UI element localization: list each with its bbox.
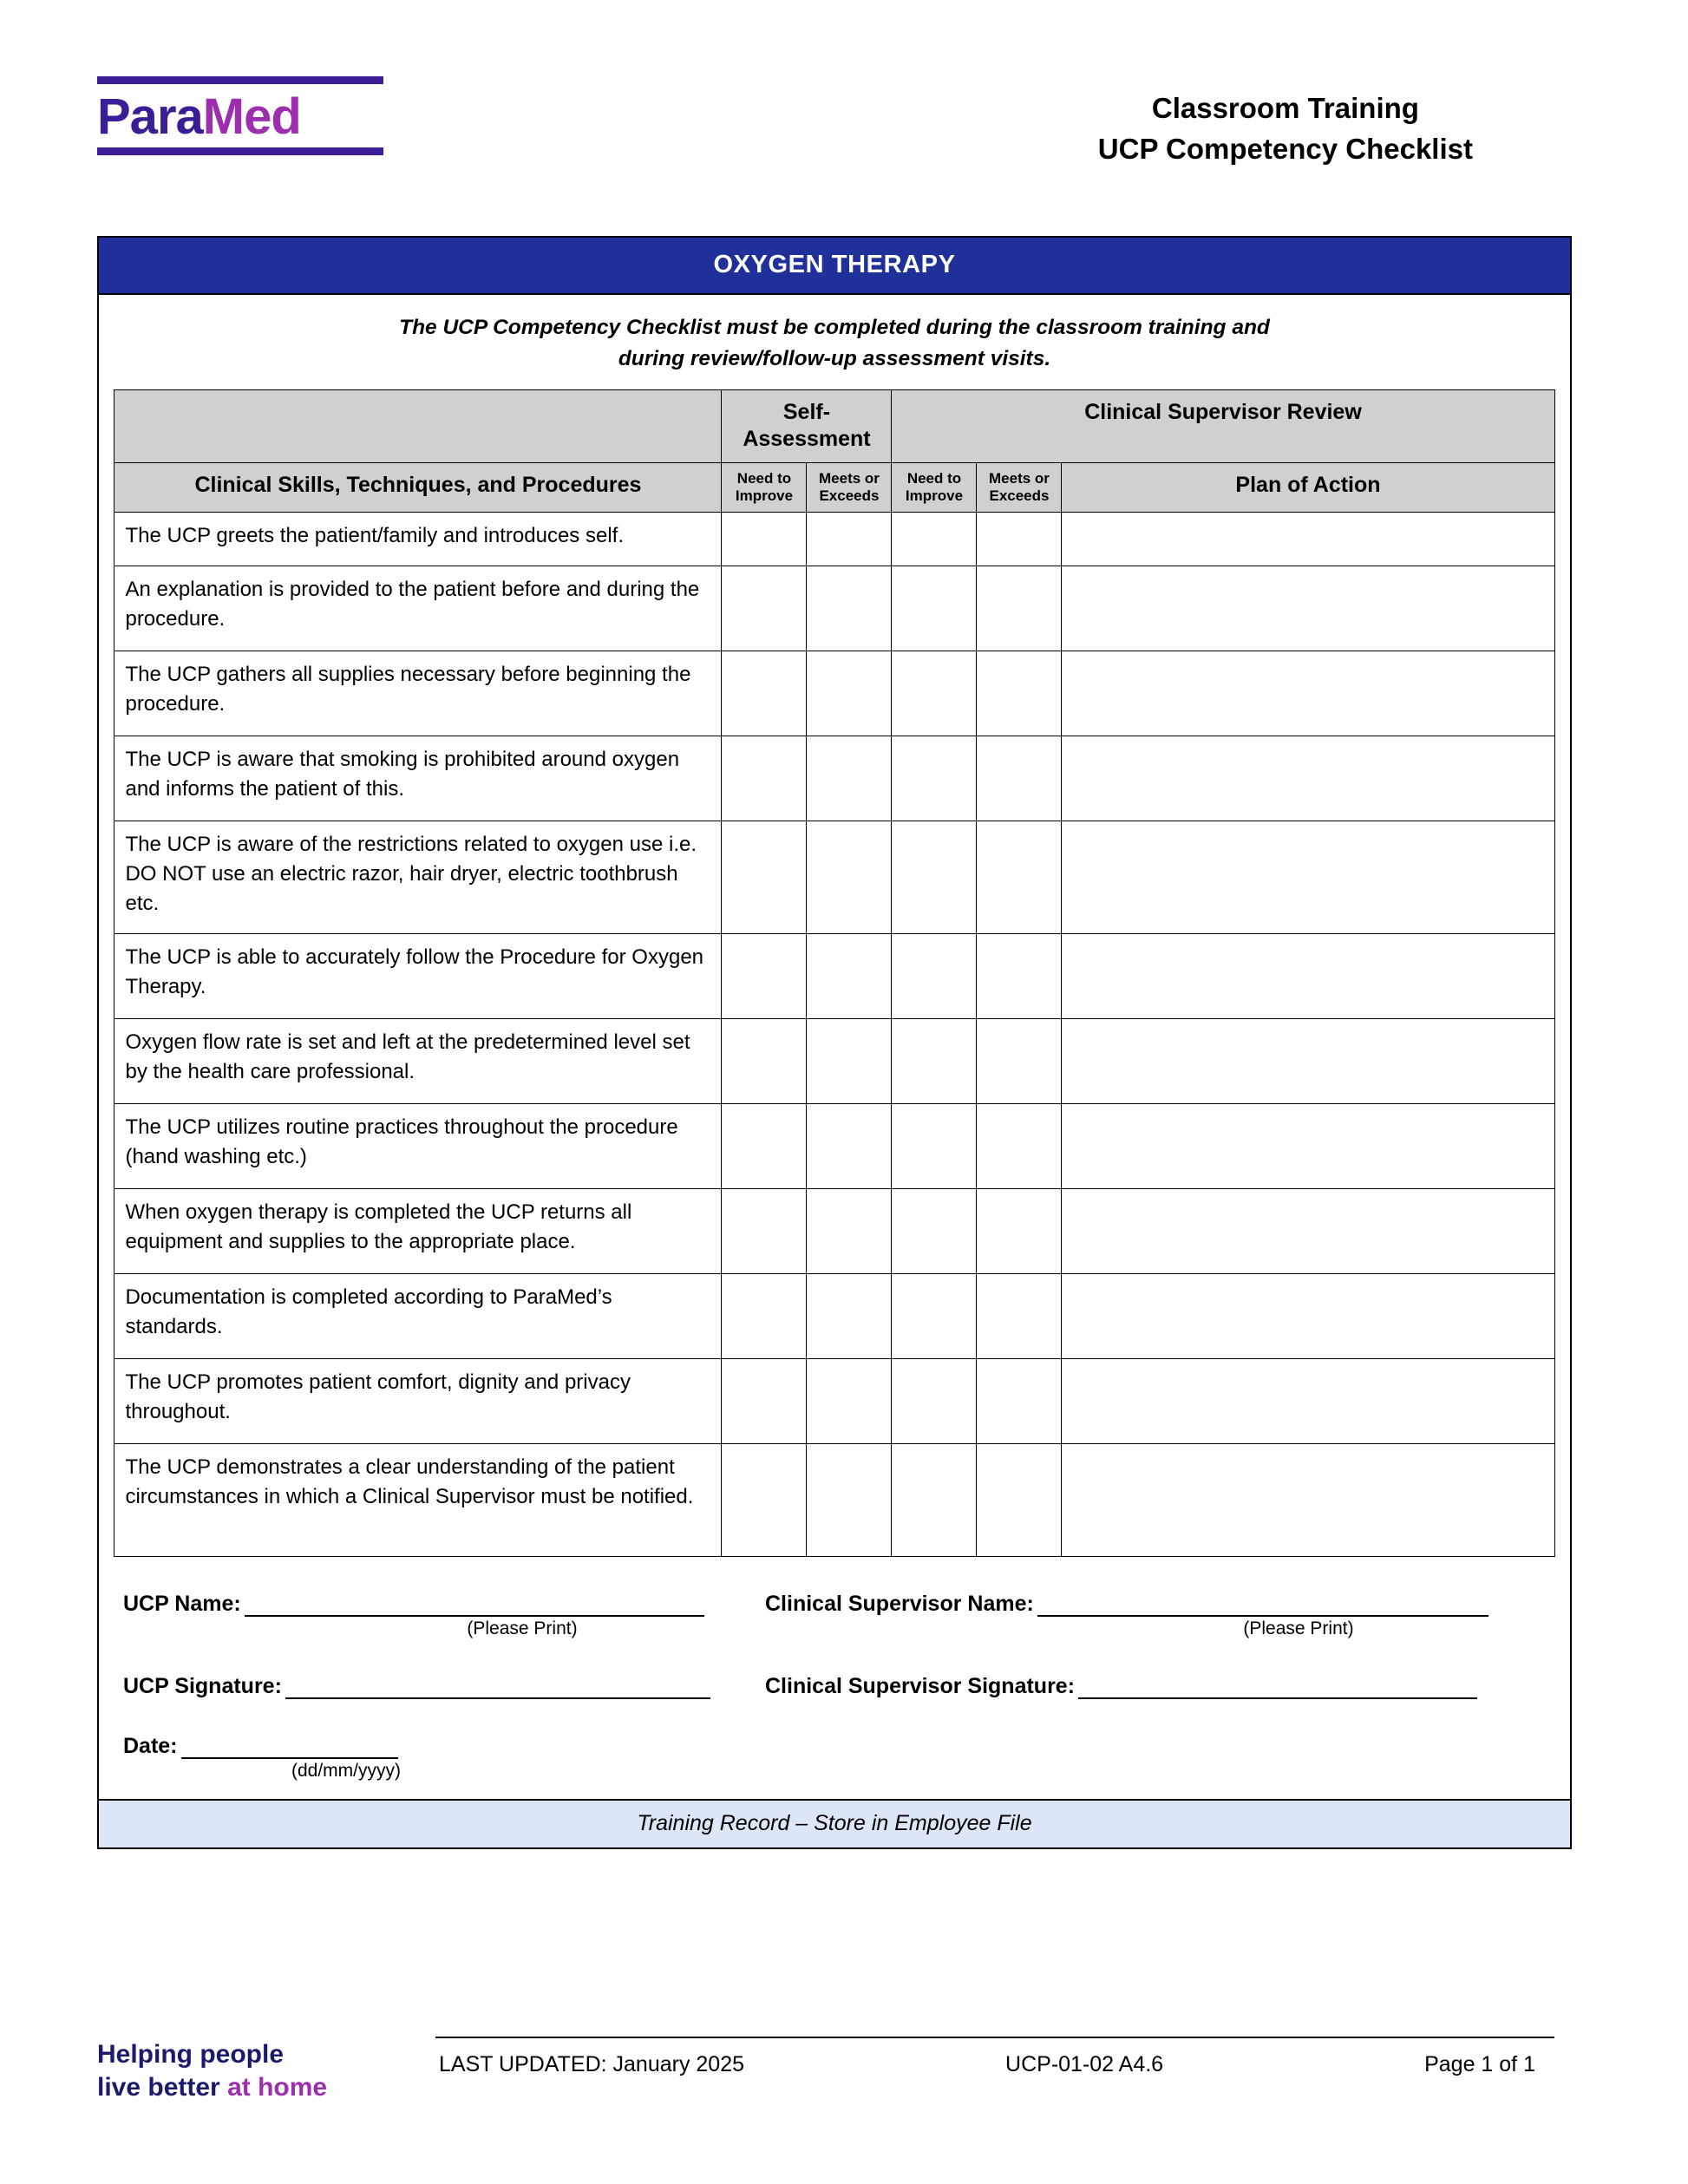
header-meets-exceeds-self-a: Meets or: [819, 469, 880, 487]
signature-spacer-2: [99, 1699, 1570, 1734]
skill-description: The UCP is able to accurately follow the Procedure for Oxygen Therapy.: [114, 934, 722, 1019]
supervisor-need-to-improve-cell[interactable]: [892, 1359, 977, 1444]
header-plan-of-action: Plan of Action: [1062, 462, 1554, 513]
supervisor-need-to-improve-cell[interactable]: [892, 1019, 977, 1104]
header-need-to-improve-supervisor-b: Improve: [905, 487, 964, 504]
supervisor-signature-field[interactable]: [1078, 1675, 1477, 1699]
self-need-to-improve-cell[interactable]: [722, 1444, 807, 1557]
header-meets-exceeds-supervisor-b: Exceeds: [989, 487, 1050, 504]
table-row: [114, 651, 1554, 736]
table-row: [114, 1189, 1554, 1274]
self-need-to-improve-cell[interactable]: [722, 1274, 807, 1359]
signature-row-signatures: [99, 1674, 1570, 1699]
intro-text: [99, 295, 1570, 389]
header-skills: Clinical Skills, Techniques, and Procedures: [114, 462, 722, 513]
supervisor-meets-or-exceeds-cell[interactable]: [977, 1359, 1062, 1444]
plan-of-action-cell[interactable]: [1062, 1444, 1554, 1557]
supervisor-meets-or-exceeds-cell[interactable]: [977, 934, 1062, 1019]
plan-of-action-cell[interactable]: [1062, 1104, 1554, 1189]
ucp-name-label: UCP Name:: [123, 1592, 241, 1617]
logo-para-text: Para: [97, 88, 203, 145]
supervisor-need-to-improve-cell[interactable]: [892, 1274, 977, 1359]
skill-description: Oxygen flow rate is set and left at the predetermined level set by the health care professional.: [114, 1019, 722, 1104]
supervisor-need-to-improve-cell[interactable]: [892, 1444, 977, 1557]
supervisor-need-to-improve-cell[interactable]: [892, 736, 977, 821]
self-need-to-improve-cell[interactable]: [722, 566, 807, 651]
supervisor-signature-label: Clinical Supervisor Signature:: [765, 1674, 1076, 1699]
skill-description: The UCP demonstrates a clear understanding of the patient circumstances in which a Clinical Supervisor must be notified.: [114, 1444, 722, 1557]
skill-description: The UCP greets the patient/family and introduces self.: [114, 513, 722, 566]
self-need-to-improve-cell[interactable]: [722, 1359, 807, 1444]
supervisor-need-to-improve-cell[interactable]: [892, 651, 977, 736]
tagline-line-2-a: live better: [97, 2073, 228, 2102]
header-meets-exceeds-self-b: Exceeds: [819, 487, 880, 504]
self-meets-or-exceeds-cell[interactable]: [807, 1104, 892, 1189]
supervisor-name-label: Clinical Supervisor Name:: [765, 1592, 1034, 1617]
self-need-to-improve-cell[interactable]: [722, 1019, 807, 1104]
title-line-1: Classroom Training: [1151, 92, 1419, 124]
intro-line-2: during review/follow-up assessment visits.: [618, 346, 1051, 370]
tagline-line-1: Helping people: [97, 2040, 285, 2069]
header-self-assessment: Self-Assessment: [722, 390, 892, 463]
table-header-row-top: [114, 390, 1554, 463]
ucp-signature-group: [123, 1674, 765, 1699]
logo-top-bar: [97, 76, 383, 84]
supervisor-meets-or-exceeds-cell[interactable]: [977, 651, 1062, 736]
plan-of-action-cell[interactable]: [1062, 934, 1554, 1019]
footer-doc-code: UCP-01-02 A4.6: [1005, 2052, 1164, 2076]
supervisor-meets-or-exceeds-cell[interactable]: [977, 513, 1062, 566]
supervisor-meets-or-exceeds-cell[interactable]: [977, 1274, 1062, 1359]
self-meets-or-exceeds-cell[interactable]: [807, 1189, 892, 1274]
self-need-to-improve-cell[interactable]: [722, 821, 807, 934]
checklist-container: [97, 236, 1572, 1849]
ucp-name-hint: (Please Print): [467, 1618, 578, 1639]
supervisor-meets-or-exceeds-cell[interactable]: [977, 1104, 1062, 1189]
table-row: [114, 1359, 1554, 1444]
page-title: [1098, 88, 1473, 170]
date-label: Date:: [123, 1734, 178, 1759]
ucp-signature-field[interactable]: [285, 1675, 710, 1699]
supervisor-name-hint: (Please Print): [1243, 1618, 1354, 1639]
tagline-line-2: [97, 2071, 427, 2104]
document-header: [0, 0, 1688, 170]
self-need-to-improve-cell[interactable]: [722, 934, 807, 1019]
tagline-line-2-b: at home: [227, 2073, 328, 2102]
signature-section: [99, 1557, 1570, 1799]
table-row: [114, 821, 1554, 934]
plan-of-action-cell[interactable]: [1062, 1359, 1554, 1444]
skill-description: The UCP utilizes routine practices throughout the procedure (hand washing etc.): [114, 1104, 722, 1189]
plan-of-action-cell[interactable]: [1062, 513, 1554, 566]
paramed-logo: [97, 76, 383, 155]
ucp-name-field[interactable]: [245, 1592, 704, 1617]
plan-of-action-cell[interactable]: [1062, 821, 1554, 934]
skill-description: The UCP promotes patient comfort, dignity and privacy throughout.: [114, 1359, 722, 1444]
ucp-signature-label: UCP Signature:: [123, 1674, 282, 1699]
supervisor-need-to-improve-cell[interactable]: [892, 934, 977, 1019]
date-group: [123, 1734, 765, 1782]
plan-of-action-cell[interactable]: [1062, 736, 1554, 821]
table-row: [114, 934, 1554, 1019]
header-need-to-improve-self-a: Need to: [736, 469, 792, 487]
supervisor-meets-or-exceeds-cell[interactable]: [977, 821, 1062, 934]
self-meets-or-exceeds-cell[interactable]: [807, 1274, 892, 1359]
self-need-to-improve-cell[interactable]: [722, 1189, 807, 1274]
self-need-to-improve-cell[interactable]: [722, 736, 807, 821]
supervisor-need-to-improve-cell[interactable]: [892, 1189, 977, 1274]
document-footer: [0, 2021, 1688, 2105]
footer-last-updated: LAST UPDATED: January 2025: [439, 2052, 745, 2076]
date-field[interactable]: [181, 1735, 398, 1759]
signature-spacer-1: [99, 1639, 1570, 1674]
self-meets-or-exceeds-cell[interactable]: [807, 1359, 892, 1444]
table-row: [114, 513, 1554, 566]
supervisor-need-to-improve-cell[interactable]: [892, 821, 977, 934]
plan-of-action-cell[interactable]: [1062, 566, 1554, 651]
header-meets-exceeds-supervisor-a: Meets or: [989, 469, 1050, 487]
plan-of-action-cell[interactable]: [1062, 1019, 1554, 1104]
header-need-to-improve-self: [722, 462, 807, 513]
skill-description: The UCP is aware that smoking is prohibited around oxygen and informs the patient of this.: [114, 736, 722, 821]
footer-meta-row: [427, 2038, 1554, 2077]
self-meets-or-exceeds-cell[interactable]: [807, 651, 892, 736]
logo-med-text: Med: [202, 88, 301, 145]
self-meets-or-exceeds-cell[interactable]: [807, 736, 892, 821]
self-meets-or-exceeds-cell[interactable]: [807, 1019, 892, 1104]
header-clinical-supervisor-review: Clinical Supervisor Review: [892, 390, 1554, 463]
header-need-to-improve-supervisor: [892, 462, 977, 513]
header-need-to-improve-supervisor-a: Need to: [906, 469, 962, 487]
table-body: [114, 513, 1554, 1557]
intro-line-1: The UCP Competency Checklist must be completed during the classroom training and: [399, 316, 1270, 339]
self-meets-or-exceeds-cell[interactable]: [807, 1444, 892, 1557]
self-need-to-improve-cell[interactable]: [722, 1104, 807, 1189]
supervisor-need-to-improve-cell[interactable]: [892, 513, 977, 566]
skill-description: An explanation is provided to the patient before and during the procedure.: [114, 566, 722, 651]
plan-of-action-cell[interactable]: [1062, 1189, 1554, 1274]
supervisor-meets-or-exceeds-cell[interactable]: [977, 1189, 1062, 1274]
table-header-row-bottom: [114, 462, 1554, 513]
table-row: [114, 1019, 1554, 1104]
table-row: [114, 1274, 1554, 1359]
logo-wordmark: [97, 88, 383, 145]
supervisor-meets-or-exceeds-cell[interactable]: [977, 1444, 1062, 1557]
supervisor-need-to-improve-cell[interactable]: [892, 566, 977, 651]
training-record-bar: Training Record – Store in Employee File: [99, 1799, 1570, 1847]
signature-row-date: [99, 1734, 1570, 1782]
header-need-to-improve-self-b: Improve: [735, 487, 794, 504]
skill-description: Documentation is completed according to ParaMed’s standards.: [114, 1274, 722, 1359]
supervisor-name-field[interactable]: [1037, 1592, 1488, 1617]
skill-description: The UCP is aware of the restrictions related to oxygen use i.e. DO NOT use an electric razor, hair dryer, electric toothbrush etc.: [114, 821, 722, 934]
self-meets-or-exceeds-cell[interactable]: [807, 513, 892, 566]
table-row: [114, 736, 1554, 821]
section-banner: OXYGEN THERAPY: [99, 238, 1570, 295]
plan-of-action-cell[interactable]: [1062, 651, 1554, 736]
brand-tagline: [97, 2038, 427, 2105]
signature-row-names: [99, 1592, 1570, 1639]
logo-bottom-bar: [97, 147, 383, 155]
footer-page-number: Page 1 of 1: [1424, 2052, 1535, 2076]
table-row: [114, 1444, 1554, 1557]
supervisor-meets-or-exceeds-cell[interactable]: [977, 736, 1062, 821]
footer-meta-area: [427, 2037, 1577, 2077]
supervisor-meets-or-exceeds-cell[interactable]: [977, 566, 1062, 651]
skill-description: The UCP gathers all supplies necessary before beginning the procedure.: [114, 651, 722, 736]
self-meets-or-exceeds-cell[interactable]: [807, 934, 892, 1019]
self-need-to-improve-cell[interactable]: [722, 651, 807, 736]
header-meets-exceeds-supervisor: [977, 462, 1062, 513]
competency-table: [114, 389, 1554, 1557]
self-meets-or-exceeds-cell[interactable]: [807, 566, 892, 651]
header-meets-exceeds-self: [807, 462, 892, 513]
title-line-2: UCP Competency Checklist: [1097, 132, 1473, 165]
table-row: [114, 566, 1554, 651]
supervisor-meets-or-exceeds-cell[interactable]: [977, 1019, 1062, 1104]
table-row: [114, 1104, 1554, 1189]
supervisor-name-group: [765, 1592, 1528, 1639]
supervisor-signature-group: [765, 1674, 1528, 1699]
header-spacer: [114, 390, 722, 463]
self-meets-or-exceeds-cell[interactable]: [807, 821, 892, 934]
supervisor-need-to-improve-cell[interactable]: [892, 1104, 977, 1189]
ucp-name-group: [123, 1592, 765, 1639]
skill-description: When oxygen therapy is completed the UCP returns all equipment and supplies to the appropriate place.: [114, 1189, 722, 1274]
plan-of-action-cell[interactable]: [1062, 1274, 1554, 1359]
self-need-to-improve-cell[interactable]: [722, 513, 807, 566]
date-hint: (dd/mm/yyyy): [291, 1761, 401, 1782]
